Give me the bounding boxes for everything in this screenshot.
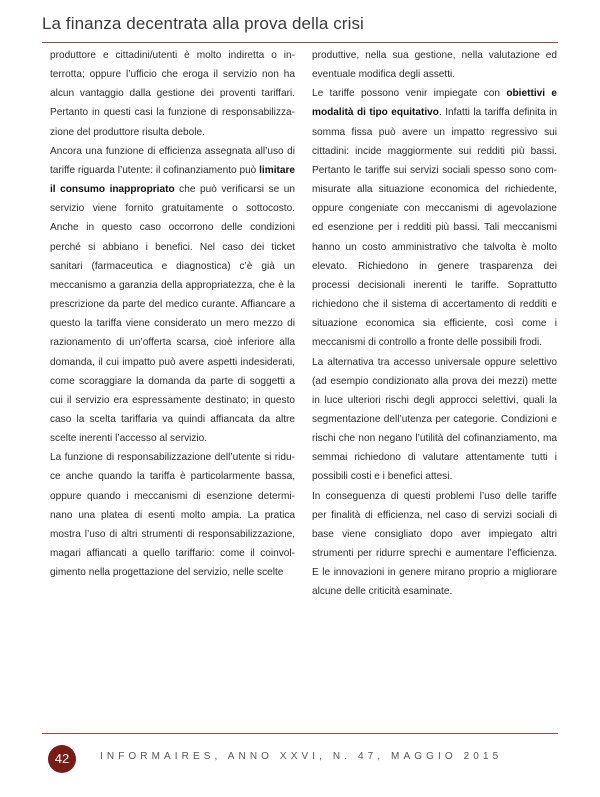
text-run: produttore e cittadini/utenti è molto indiretta o interrotta; oppure l’ufficio che eroga il servizio non ha alcun vantaggio dalla gestione dei proventi tariffari. Pertanto in questi casi la funzione di responsabilizzazione del produttore risulta debole. bbox=[50, 50, 295, 138]
paragraph bbox=[50, 142, 295, 449]
running-head-title: La finanza decentrata alla prova della crisi bbox=[42, 14, 364, 33]
right-column bbox=[312, 46, 557, 602]
text-run: Ancora una funzione di efficienza assegnata all’uso di tariffe riguarda l’utente: il cofinanziamento può bbox=[50, 145, 295, 176]
paragraph bbox=[50, 46, 295, 142]
footer-rule bbox=[42, 733, 558, 734]
paragraph bbox=[50, 448, 295, 582]
text-run: In conseguenza di questi problemi l’uso delle tariffe per finalità di efficienza, nel caso di servizi sociali di base viene consigliato dopo aver impiegato altri strumenti per ridurre sprechi e aumentare l’efficienza. E le innovazioni in genere mirano proprio a migliorare alcune delle criticità esaminate. bbox=[312, 490, 557, 598]
emphasis: obiettivi e modalità di tipo equitativo bbox=[312, 88, 557, 119]
paragraph bbox=[312, 487, 557, 602]
emphasis: limitare il consumo inappropriato bbox=[50, 164, 296, 196]
paragraph bbox=[312, 84, 557, 352]
header-rule bbox=[42, 42, 558, 43]
text-run: che può verificarsi se un servizio viene fornito gratuitamente o sottocosto. Anche in questo caso occorrono delle condizioni perché si abbiano i benefici. Nel caso dei ticket sanitari (farmaceutica e diagnostica) c’è già un meccanismo a garanzia della appropriatezza, che è la prescrizione da parte del medico curante. Affiancare a questo la tariffa viene considerato un mero mezzo di razionamento di un’offerta scarsa, cioè inferiore alla domanda, il cui impatto può avere aspetti indesiderati, come scoraggiare la domanda da parte di soggetti a cui il servizio era espressamente destinato; in questo caso la scelta tariffaria va quindi affiancata da altre scelte inerenti l’accesso al servizio. bbox=[50, 184, 295, 445]
text-run: La alternativa tra accesso universale oppure selettivo (ad esempio condizionato alla prova dei mezzi) mette in luce ulteriori rischi degli approcci selettivi, quali la segmentazione dell’utenza per categorie. Condizioni e rischi che non negano l’utilità del cofinanziamento, ma semmai richiedono di valutare attentamente tutti i possibili costi e i benefici attesi. bbox=[312, 356, 557, 483]
text-run: produttive, nella sua gestione, nella valutazione ed eventuale modifica degli assetti. bbox=[312, 50, 557, 81]
left-column bbox=[50, 46, 295, 582]
text-run: La funzione di responsabilizzazione dell’utente si riduce anche quando la tariffa è particolarmente bassa, oppure quando i meccanismi di esenzione determinano una platea di esenti molto ampia. La pratica mostra l’uso di altri strumenti di responsabilizzazione, magari affiancati a quello tariffario: come il coinvolgimento nella progettazione del servizio, nelle scelte bbox=[50, 452, 295, 579]
page-number-badge: 42 bbox=[48, 745, 76, 773]
paragraph bbox=[312, 353, 557, 487]
paragraph bbox=[312, 46, 557, 84]
text-run: Le tariffe possono venir impiegate con bbox=[312, 88, 507, 100]
footer-publication: INFORMAIRES, ANNO XXVI, N. 47, MAGGIO 2015 bbox=[100, 751, 503, 762]
text-run: . Infatti la tariffa definita in somma fissa può avere un impatto regressivo sui cittadini: incide maggiormente sui redditi più bassi. Pertanto le tariffe sui servizi sociali spesso sono commisurate alla situazione economica del richiedente, oppure congeniate con meccanismi di agevolazione ed esenzione per i redditi più bassi. Tali meccanismi hanno un costo amministrativo che talvolta è molto elevato. Richiedono in genere trasparenza dei processi decisionali inerenti le tariffe. Soprattutto richiedono che il sistema di accertamento di redditi e situazione economica sia efficiente, così come i meccanismi di controllo a fronte delle possibili frodi. bbox=[312, 107, 557, 349]
